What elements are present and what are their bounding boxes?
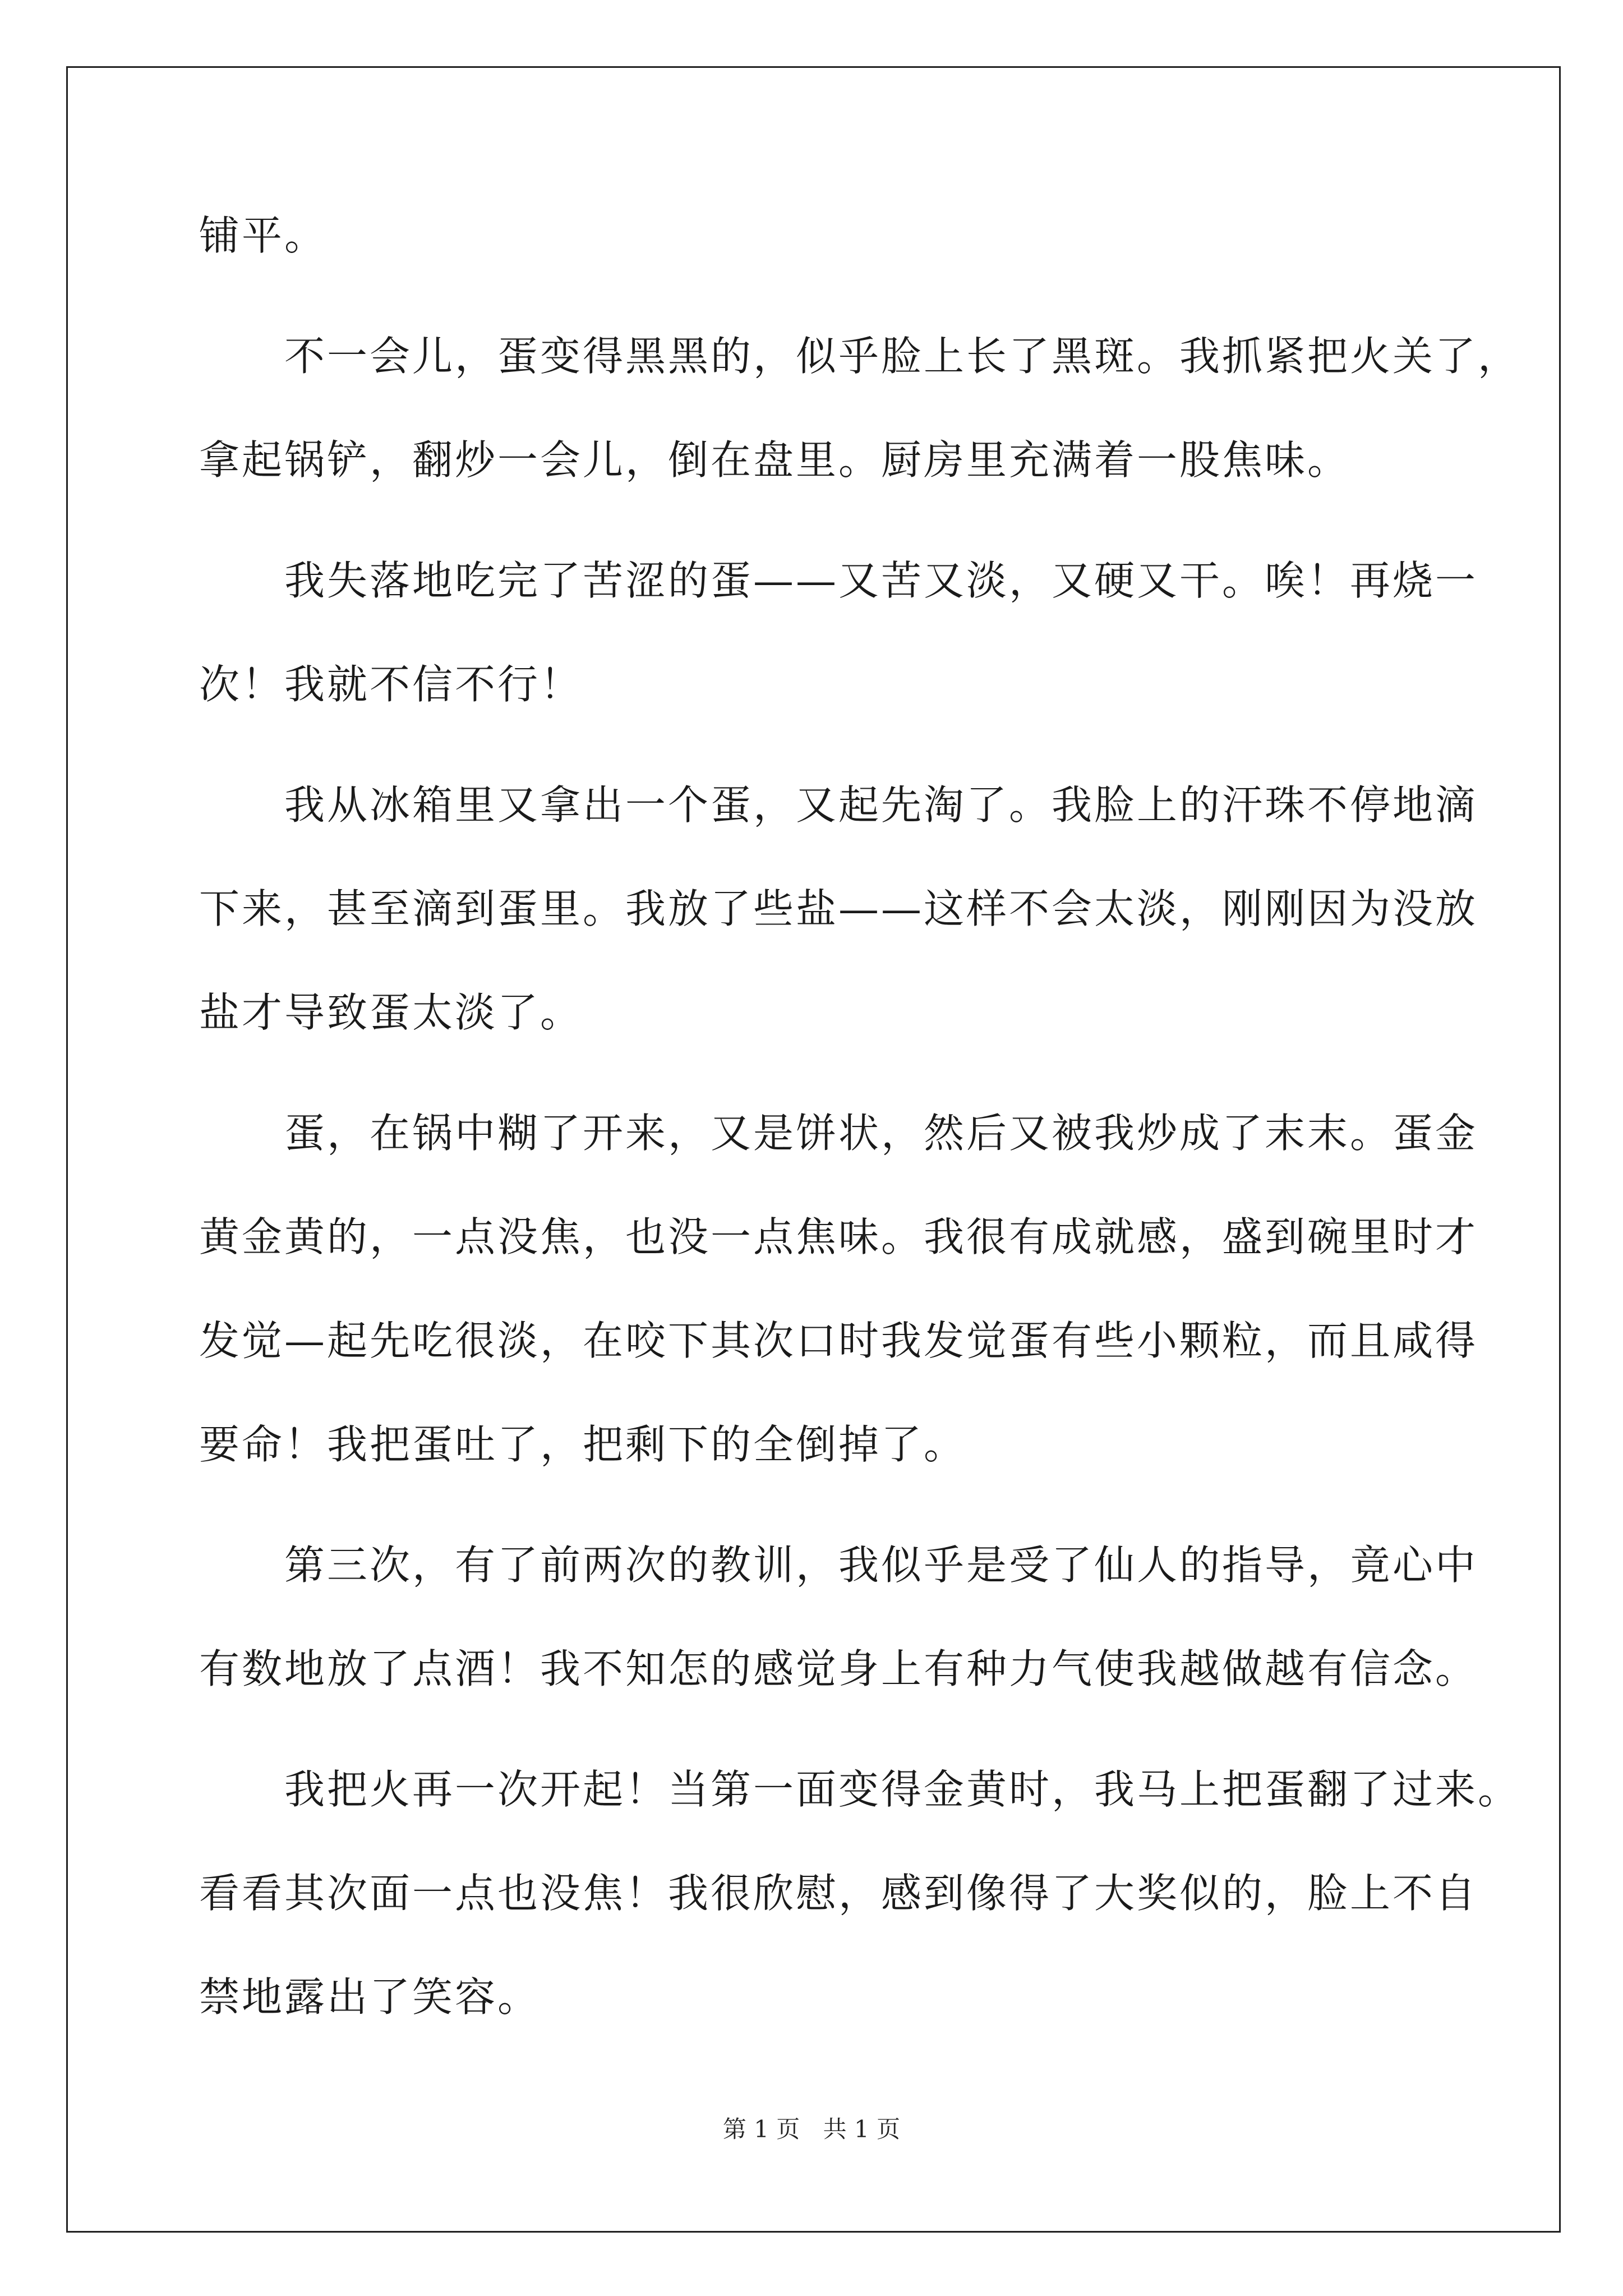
text-line: 我失落地吃完了苦涩的蛋——又苦又淡，又硬又干。唉！再烧一 (199, 557, 1478, 604)
text-line: 发觉—起先吃很淡，在咬下其次口时我发觉蛋有些小颗粒，而且咸得 (199, 1317, 1478, 1364)
text-line: 黄金黄的，一点没焦，也没一点焦味。我很有成就感，盛到碗里时才 (199, 1213, 1478, 1260)
text-line: 不一会儿，蛋变得黑黑的，似乎脸上长了黑斑。我抓紧把火关了， (199, 333, 1521, 380)
text-line: 看看其次面一点也没焦！我很欣慰，感到像得了大奖似的，脸上不自 (199, 1870, 1478, 1917)
text-line: 次！我就不信不行！ (199, 661, 583, 708)
text-line: 有数地放了点酒！我不知怎的感觉身上有种力气使我越做越有信念。 (199, 1645, 1478, 1692)
text-line: 禁地露出了笑容。 (199, 1973, 541, 2021)
text-line: 下来，甚至滴到蛋里。我放了些盐——这样不会太淡，刚刚因为没放 (199, 885, 1478, 932)
text-line: 盐才导致蛋太淡了。 (199, 989, 583, 1036)
text-line: 拿起锅铲，翻炒一会儿，倒在盘里。厨房里充满着一股焦味。 (199, 436, 1350, 484)
text-line: 第三次，有了前两次的教训，我似乎是受了仙人的指导，竟心中 (199, 1542, 1478, 1589)
page-footer (0, 2114, 1623, 2145)
page-number: 第 1 页 (722, 2115, 800, 2143)
text-line: 要命！我把蛋吐了，把剩下的全倒掉了。 (199, 1421, 967, 1468)
text-line: 我把火再一次开起！当第一面变得金黄时，我马上把蛋翻了过来。 (199, 1766, 1521, 1813)
page-total: 共 1 页 (823, 2115, 901, 2143)
text-line: 蛋，在锅中糊了开来，又是饼状，然后又被我炒成了末末。蛋金 (199, 1110, 1478, 1157)
text-line: 铺平。 (199, 212, 328, 259)
text-line: 我从冰箱里又拿出一个蛋，又起先淘了。我脸上的汗珠不停地滴 (199, 781, 1478, 829)
